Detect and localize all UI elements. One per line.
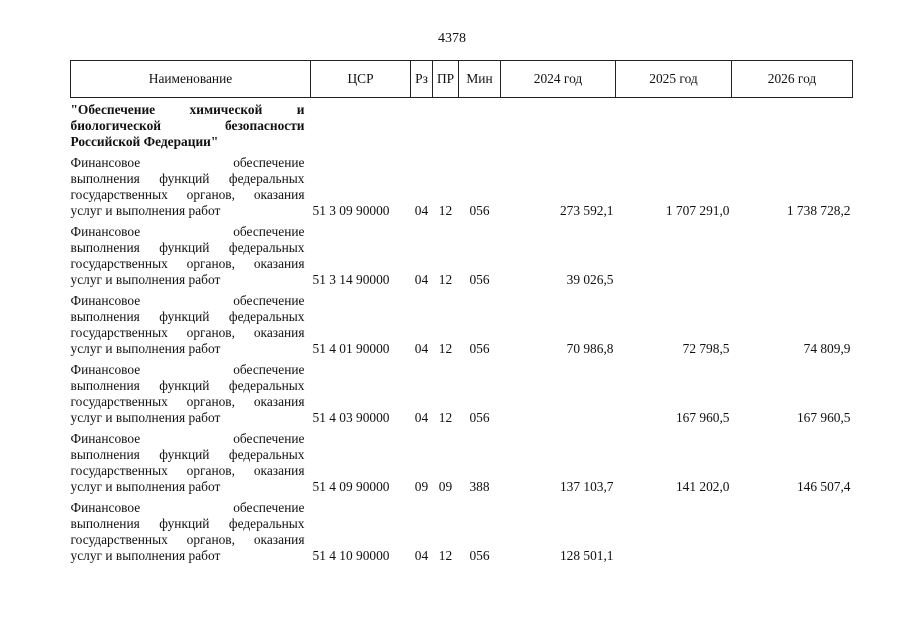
row-csr: 51 4 09 90000 (312, 479, 390, 494)
row-name-line: Финансовое обеспечение (70, 224, 305, 239)
row-name-line: Финансовое обеспечение (70, 431, 305, 446)
row-csr: 51 3 09 90000 (312, 203, 390, 218)
row-name-line: государственных органов, оказания (70, 325, 305, 340)
row-name-line: государственных органов, оказания (70, 532, 305, 547)
row-min: 056 (469, 272, 490, 287)
table-row (71, 288, 853, 357)
row-name-line: выполнения функций федеральных (70, 309, 305, 324)
section-title-line: биологической безопасности (70, 118, 305, 133)
row-name-line: услуг и выполнения работ (70, 548, 221, 563)
row-pr: 12 (438, 548, 453, 563)
table-row (71, 357, 853, 426)
table-row (71, 150, 853, 219)
row-name (71, 219, 311, 288)
row-name (71, 150, 311, 219)
row-rz: 04 (414, 410, 429, 425)
row-name-line: государственных органов, оказания (70, 463, 305, 478)
row-2024 (501, 357, 616, 426)
header-min: Мин (459, 61, 501, 98)
row-2025: 1 707 291,0 (665, 203, 730, 218)
row-name-line: услуг и выполнения работ (70, 410, 221, 425)
header-csr: ЦСР (311, 61, 411, 98)
row-2025: 72 798,5 (682, 341, 730, 356)
row-name-line: государственных органов, оказания (70, 187, 305, 202)
row-min: 056 (469, 203, 490, 218)
row-csr: 51 4 01 90000 (312, 341, 390, 356)
section-title-line: Российской Федерации" (70, 134, 219, 149)
header-rz: Рз (411, 61, 433, 98)
row-name (71, 426, 311, 495)
table-row (71, 219, 853, 288)
row-name-line: государственных органов, оказания (70, 394, 305, 409)
row-name (71, 357, 311, 426)
header-2026: 2026 год (732, 61, 853, 98)
table-row (71, 426, 853, 495)
row-2026: 1 738 728,2 (786, 203, 851, 218)
section-row (71, 98, 853, 151)
row-csr: 51 4 03 90000 (312, 410, 390, 425)
header-name: Наименование (71, 61, 311, 98)
header-2025: 2025 год (616, 61, 732, 98)
row-name (71, 495, 311, 564)
row-pr: 12 (438, 272, 453, 287)
row-2024: 137 103,7 (559, 479, 614, 494)
row-pr: 09 (438, 479, 453, 494)
row-pr: 12 (438, 410, 453, 425)
row-2024: 70 986,8 (566, 341, 614, 356)
table-body (71, 98, 853, 565)
row-name-line: государственных органов, оказания (70, 256, 305, 271)
budget-table (70, 60, 853, 564)
row-2026: 146 507,4 (796, 479, 851, 494)
row-2025 (616, 219, 732, 288)
row-min: 056 (469, 410, 490, 425)
row-name-line: выполнения функций федеральных (70, 378, 305, 393)
table-row (71, 495, 853, 564)
section-title (71, 98, 311, 151)
row-2025: 167 960,5 (675, 410, 730, 425)
row-rz: 04 (414, 341, 429, 356)
section-title-line: "Обеспечение химической и (70, 102, 305, 117)
row-name-line: выполнения функций федеральных (70, 447, 305, 462)
row-name-line: услуг и выполнения работ (70, 479, 221, 494)
row-rz: 09 (414, 479, 429, 494)
row-pr: 12 (438, 203, 453, 218)
row-csr: 51 3 14 90000 (312, 272, 390, 287)
row-csr: 51 4 10 90000 (312, 548, 390, 563)
row-2025: 141 202,0 (675, 479, 730, 494)
row-2024: 39 026,5 (566, 272, 614, 287)
row-name (71, 288, 311, 357)
row-2026 (732, 219, 853, 288)
row-name-line: услуг и выполнения работ (70, 272, 221, 287)
header-pr: ПР (433, 61, 459, 98)
row-2026: 167 960,5 (796, 410, 851, 425)
row-rz: 04 (414, 203, 429, 218)
row-min: 056 (469, 548, 490, 563)
row-name-line: Финансовое обеспечение (70, 293, 305, 308)
row-2026: 74 809,9 (803, 341, 851, 356)
row-name-line: Финансовое обеспечение (70, 155, 305, 170)
table-header (71, 61, 853, 98)
row-name-line: услуг и выполнения работ (70, 203, 221, 218)
row-name-line: Финансовое обеспечение (70, 362, 305, 377)
row-min: 056 (469, 341, 490, 356)
row-name-line: Финансовое обеспечение (70, 500, 305, 515)
row-2024: 273 592,1 (559, 203, 614, 218)
row-rz: 04 (414, 272, 429, 287)
row-name-line: выполнения функций федеральных (70, 171, 305, 186)
row-2026 (732, 495, 853, 564)
page-number: 4378 (438, 31, 466, 46)
header-2024: 2024 год (501, 61, 616, 98)
row-min: 388 (469, 479, 490, 494)
row-name-line: выполнения функций федеральных (70, 240, 305, 255)
row-2025 (616, 495, 732, 564)
row-2024: 128 501,1 (559, 548, 614, 563)
row-rz: 04 (414, 548, 429, 563)
row-name-line: выполнения функций федеральных (70, 516, 305, 531)
row-name-line: услуг и выполнения работ (70, 341, 221, 356)
row-pr: 12 (438, 341, 453, 356)
